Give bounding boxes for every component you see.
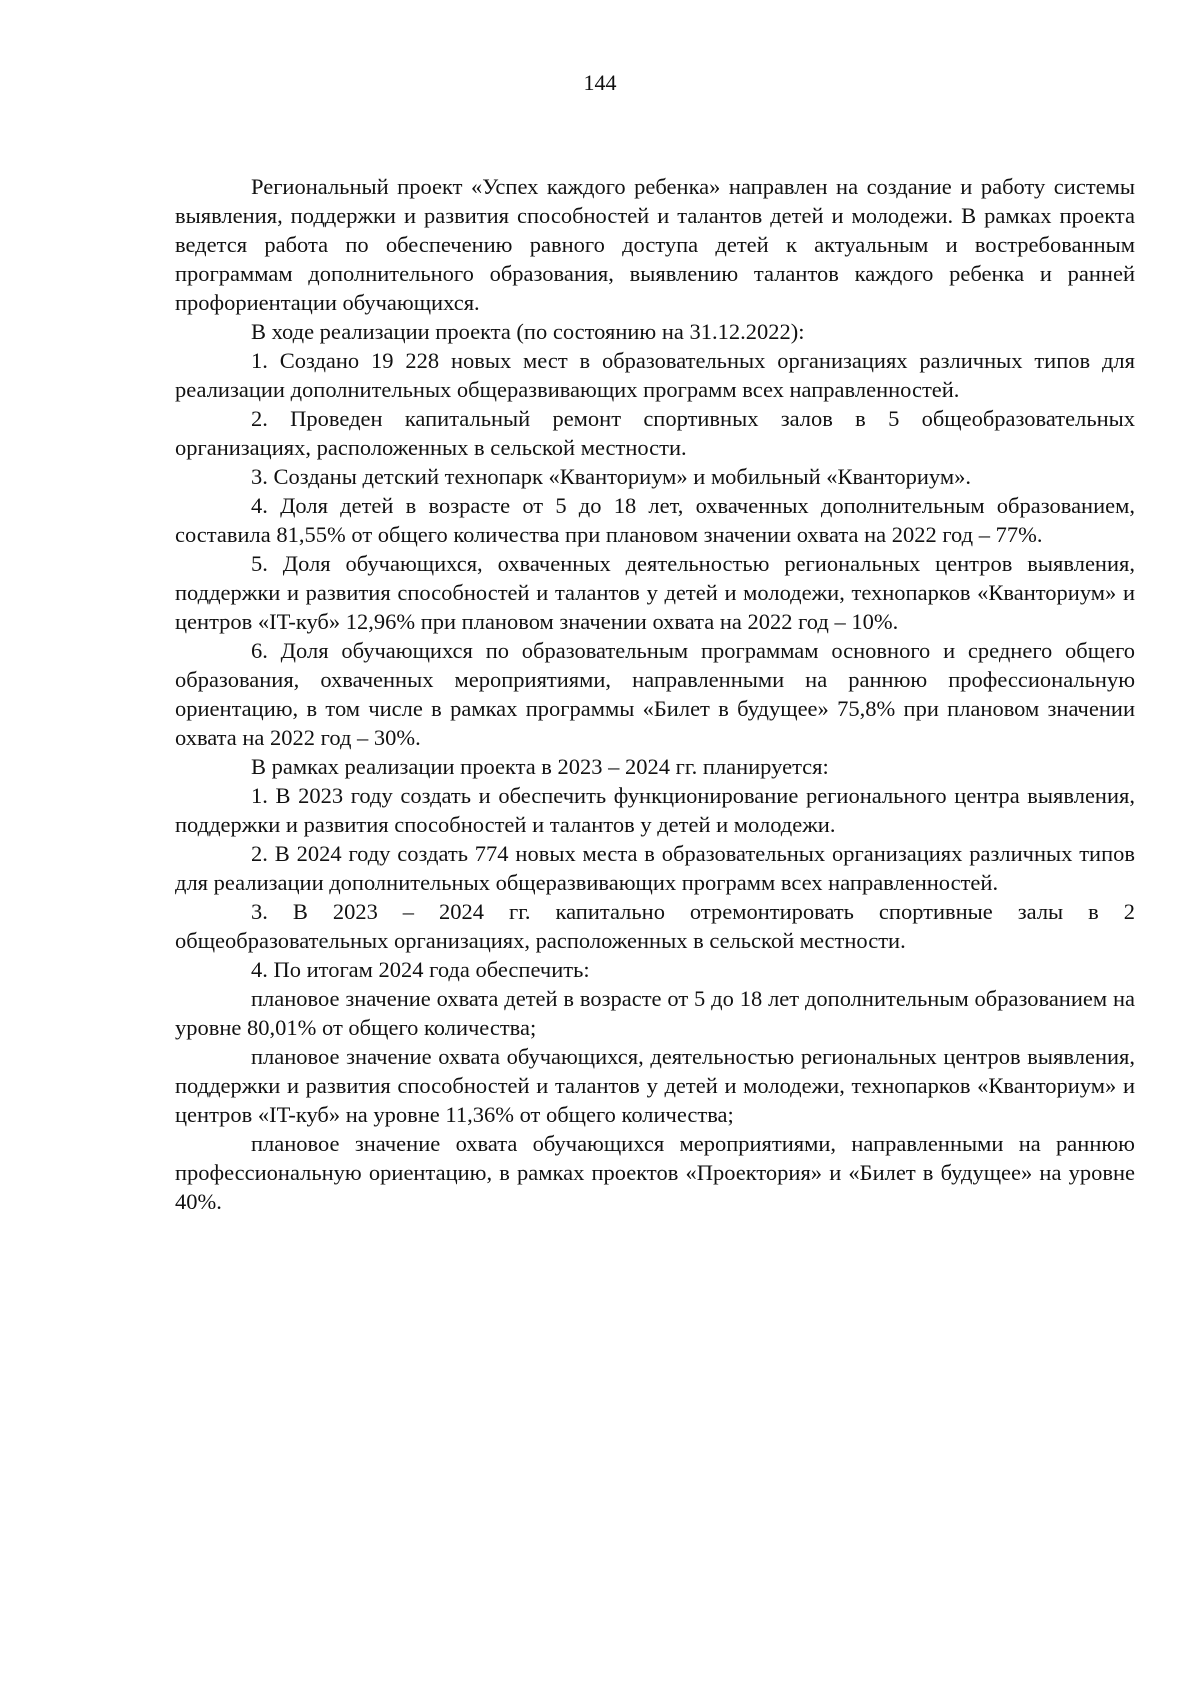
- paragraph-intro: Региональный проект «Успех каждого ребенка» направлен на создание и работу системы выявления, поддержки и развития способностей и талантов детей и молодежи. В рамках проекта ведется работа по обеспечению равного доступа детей к актуальным и востребованным программам дополнительного образования, выявлению талантов каждого ребенка и ранней профориентации обучающихся.: [175, 174, 1135, 315]
- document-body: [175, 172, 1135, 1216]
- paragraph-result-4: 4. Доля детей в возрасте от 5 до 18 лет, охваченных дополнительным образованием, составила 81,55% от общего количества при плановом значении охвата на 2022 год – 77%.: [175, 493, 1135, 547]
- paragraph-plan-1: 1. В 2023 году создать и обеспечить функционирование регионального центра выявления, поддержки и развития способностей и талантов у детей и молодежи.: [175, 783, 1135, 837]
- paragraph-plan-heading: В рамках реализации проекта в 2023 – 2024 гг. планируется:: [251, 754, 829, 779]
- paragraph-plan-4: 4. По итогам 2024 года обеспечить:: [251, 957, 590, 982]
- paragraph-plan-2: 2. В 2024 году создать 774 новых места в образовательных организациях различных типов для реализации дополнительных общеразвивающих программ всех направленностей.: [175, 841, 1135, 895]
- paragraph-result-6: 6. Доля обучающихся по образовательным программам основного и среднего общего образования, охваченных мероприятиями, направленными на раннюю профессиональную ориентацию, в том числе в рамках программы «Билет в будущее» 75,8% при плановом значении охвата на 2022 год – 30%.: [175, 638, 1135, 750]
- paragraph-target-3: плановое значение охвата обучающихся мероприятиями, направленными на раннюю профессиональную ориентацию, в рамках проектов «Проектория» и «Билет в будущее» на уровне 40%.: [175, 1131, 1135, 1214]
- paragraph-target-1: плановое значение охвата детей в возрасте от 5 до 18 лет дополнительным образованием на уровне 80,01% от общего количества;: [175, 986, 1135, 1040]
- paragraph-target-2: плановое значение охвата обучающихся, деятельностью региональных центров выявления, поддержки и развития способностей и талантов у детей и молодежи, технопарков «Кванториум» и центров «IT-куб» на уровне 11,36% от общего количества;: [175, 1044, 1135, 1127]
- paragraph-result-3: 3. Созданы детский технопарк «Кванториум» и мобильный «Кванториум».: [251, 464, 971, 489]
- paragraph-plan-3: 3. В 2023 – 2024 гг. капитально отремонтировать спортивные залы в 2 общеобразовательных организациях, расположенных в сельской местности.: [175, 899, 1135, 953]
- paragraph-result-1: 1. Создано 19 228 новых мест в образовательных организациях различных типов для реализации дополнительных общеразвивающих программ всех направленностей.: [175, 348, 1135, 402]
- paragraph-progress-heading: В ходе реализации проекта (по состоянию на 31.12.2022):: [251, 319, 805, 344]
- paragraph-result-2: 2. Проведен капитальный ремонт спортивных залов в 5 общеобразовательных организациях, расположенных в сельской местности.: [175, 406, 1135, 460]
- paragraph-result-5: 5. Доля обучающихся, охваченных деятельностью региональных центров выявления, поддержки и развития способностей и талантов у детей и молодежи, технопарков «Кванториум» и центров «IT-куб» 12,96% при плановом значении охвата на 2022 год – 10%.: [175, 551, 1135, 634]
- page-number: 144: [583, 70, 617, 95]
